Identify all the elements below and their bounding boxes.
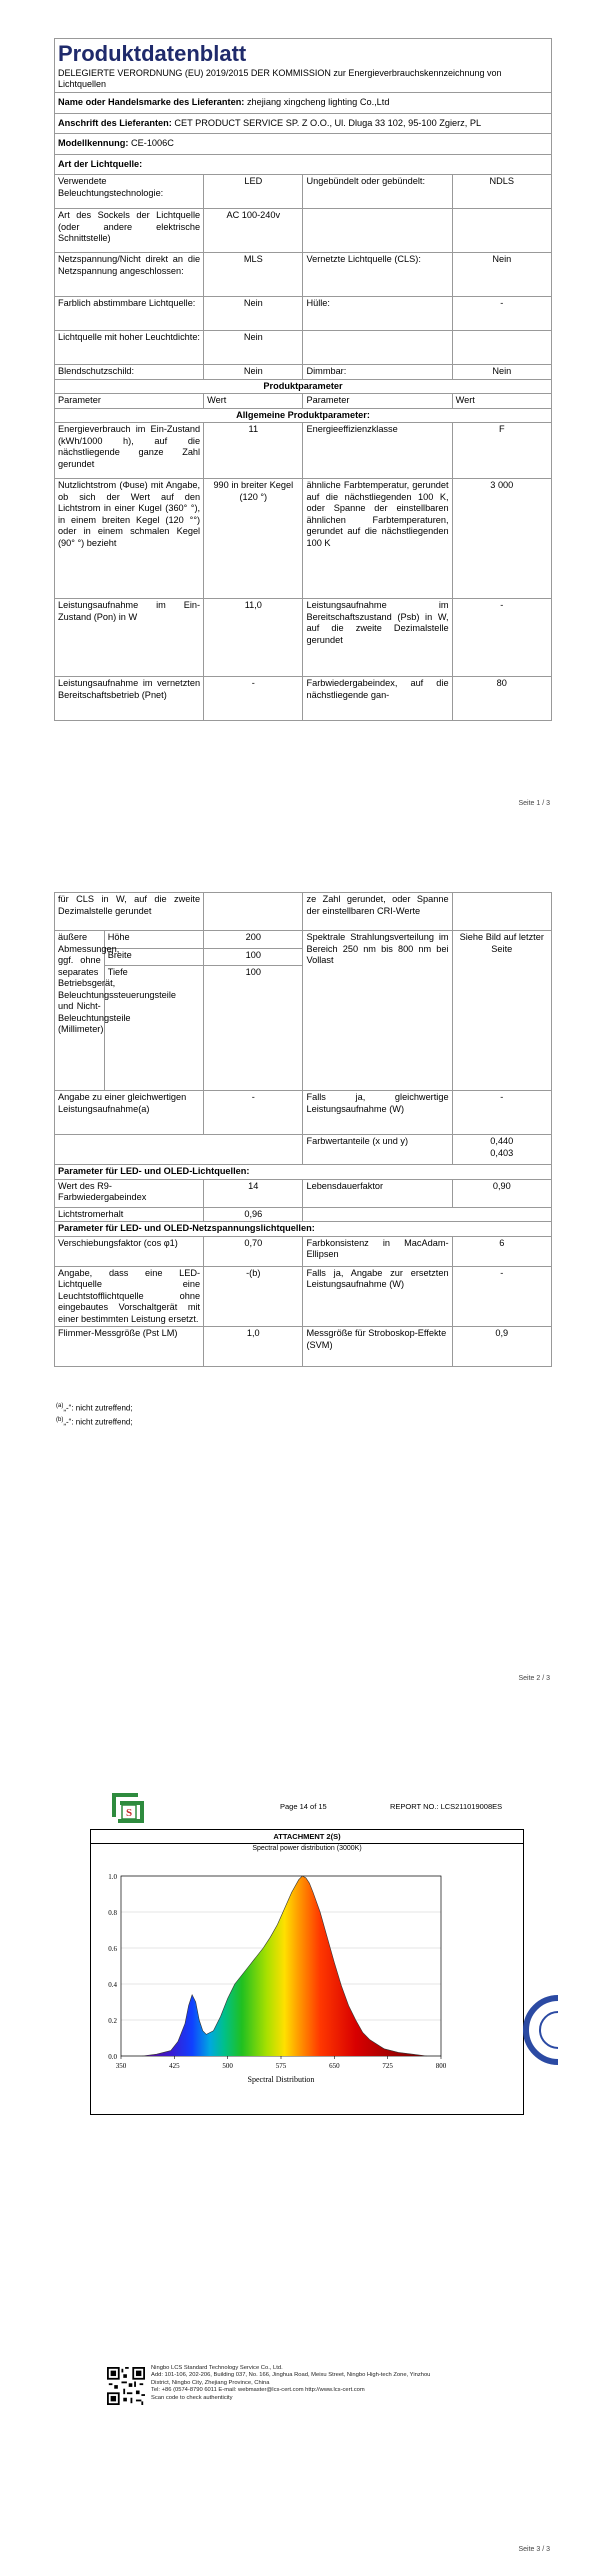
y-tick-label: 1.0 (108, 1873, 117, 1881)
dimension-value: 100 (204, 948, 303, 966)
led-parameters-heading: Parameter für LED- und OLED-Lichtquellen: (55, 1165, 552, 1180)
row-label: Blendschutzschild: (55, 365, 204, 380)
param-label: Leistungsaufnahme im Bereitschaftszustand (Psb) in W, auf die zweite Dezimalstelle gerundet (303, 599, 452, 677)
row-label: Verwendete Beleuchtungstechnologie: (55, 175, 204, 209)
table-row (55, 599, 552, 677)
macadam-value: 6 (452, 1236, 551, 1266)
table-row (55, 1266, 552, 1327)
lab-address-line: District, Ningbo City, Zhejiang Province, China (151, 2379, 270, 2386)
row-label: Art des Sockels der Lichtquelle (oder andere elektrische Schnittstelle) (55, 209, 204, 253)
table-row (55, 1135, 552, 1165)
table-row (55, 365, 552, 380)
param-label: Energieverbrauch im Ein-Zustand (kWh/1000 h), auf die nächstliegende ganze Zahl gerundet (55, 423, 204, 479)
equiv-label-2: Falls ja, gleichwertige Leistungsaufnahme (W) (303, 1091, 452, 1135)
lab-name: Ningbo LCS Standard Technology Service Co., Ltd. (151, 2365, 283, 2371)
page-number: Seite 1 / 3 (518, 800, 550, 807)
page-title: Produktdatenblatt (58, 41, 247, 66)
col-header-value: Wert (452, 394, 551, 409)
table-row (55, 677, 552, 721)
param-value: - (204, 677, 303, 721)
table-row (55, 1179, 552, 1207)
row-value: NDLS (452, 175, 551, 209)
row-value: Nein (204, 297, 303, 331)
dimension-value: 100 (204, 966, 303, 1091)
table-row (55, 297, 552, 331)
y-tick-label: 0.4 (108, 1981, 117, 1989)
model-label: Modellkennung: (58, 138, 129, 148)
row-value: Nein (204, 365, 303, 380)
equiv-value-2: - (452, 1091, 551, 1135)
row-value: Nein (452, 253, 551, 297)
dimension-value: 200 (204, 931, 303, 949)
page-number: Seite 2 / 3 (518, 1675, 550, 1682)
param-value: 11 (204, 423, 303, 479)
row-label: Vernetzte Lichtquelle (CLS): (303, 253, 452, 297)
flicker-label: Flimmer-Messgröße (Pst LM) (55, 1327, 204, 1367)
spectral-chart-box (90, 1829, 524, 2115)
replacement-label: Angabe, dass eine LED-Lichtquelle eine Leuchtstofflichtquelle ohne eingebautes Vorschaltgerät mit einer bestimmten Leistung ersetzt. (55, 1266, 204, 1327)
lifetime-value: 0,90 (452, 1179, 551, 1207)
param-label: Leistungsaufnahme im vernetzten Bereitschaftsbetrieb (Pnet) (55, 677, 204, 721)
displacement-factor-label: Verschiebungsfaktor (cos φ1) (55, 1236, 204, 1266)
table-row (55, 331, 552, 365)
x-tick-label: 500 (222, 2062, 233, 2070)
equiv-value: - (204, 1091, 303, 1135)
table-row (55, 175, 552, 209)
product-parameters-heading: Produktparameter (55, 379, 552, 394)
param-value: - (452, 599, 551, 677)
row-label (303, 331, 452, 365)
r9-value: 14 (204, 1179, 303, 1207)
param-value: F (452, 423, 551, 479)
general-parameters-heading: Allgemeine Produktparameter: (55, 408, 552, 423)
report-page-of: Page 14 of 15 (280, 1802, 327, 1811)
table-row (55, 253, 552, 297)
col-header-parameter: Parameter (55, 394, 204, 409)
y-tick-label: 0.8 (108, 1909, 117, 1917)
chromaticity-label: Farbwertanteile (x und y) (303, 1135, 452, 1165)
lab-address-line: Add: 101-106, 202-206, Building 037, No. 166, Jinghua Road, Meixu Street, Ningbo High-tech Zone, Yinzhou (151, 2372, 431, 2379)
table-row (55, 1236, 552, 1266)
x-tick-label: 650 (329, 2062, 340, 2070)
row-value: MLS (204, 253, 303, 297)
attachment-label: ATTACHMENT 2(S) (91, 1830, 523, 1844)
equiv-label: Angabe zu einer gleichwertigen Leistungsaufnahme(a) (55, 1091, 204, 1135)
row-label: Farblich abstimmbare Lichtquelle: (55, 297, 204, 331)
col-header-value: Wert (204, 394, 303, 409)
qr-code-icon[interactable] (107, 2367, 145, 2405)
param-label: Farbwiedergabeindex, auf die nächstliegende gan- (303, 677, 452, 721)
dimension-key: Breite (104, 948, 203, 966)
param-label: Nutzlichtstrom (Φuse) mit Angabe, ob sich der Wert auf den Lichtstrom in einer Kugel (360° °), in einem breiten Kegel (120 °°) oder in einem schmalen Kegel (90° °) bezieht (55, 479, 204, 599)
row-value: LED (204, 175, 303, 209)
lab-contact-line: Tel: +86 (0574-8790 6011 E-mail: webmaster@lcs-cert.com http://www.lcs-cert.com (151, 2387, 365, 2394)
x-tick-label: 725 (382, 2062, 393, 2070)
param-label: ähnliche Farbtemperatur, gerundet auf die nächstliegenden 100 K, oder Spanne der einstellbaren ähnlichen Farbtemperaturen, gerundet auf die nächstliegenden 100 K (303, 479, 452, 599)
dimensions-row (55, 931, 552, 949)
row-label: Netzspannung/Nicht direkt an die Netzspannung angeschlossen: (55, 253, 204, 297)
table-row (55, 479, 552, 599)
param-value: 11,0 (204, 599, 303, 677)
mains-led-parameters-heading: Parameter für LED- und OLED-Netzspannungslichtquellen: (55, 1222, 552, 1237)
lumen-maintenance-value: 0,96 (204, 1207, 303, 1222)
param-label: Leistungsaufnahme im Ein-Zustand (Pon) in W (55, 599, 204, 677)
spectral-label: Spektrale Strahlungsverteilung im Bereich 250 nm bis 800 nm bei Vollast (303, 931, 452, 1091)
y-tick-label: 0.0 (108, 2053, 117, 2061)
certification-stamp-icon (522, 1990, 558, 2070)
table-row (55, 1207, 552, 1222)
row-label: Lichtquelle mit hoher Leuchtdichte: (55, 331, 204, 365)
footnote-a: $^{(a)}$„-“: nicht zutreffend; (56, 1403, 133, 1413)
replacement-value-2: - (452, 1266, 551, 1327)
replacement-value: -(b) (204, 1266, 303, 1327)
dimension-key: Höhe (104, 931, 203, 949)
model-value: CE-1006C (131, 138, 174, 148)
stroboscopic-value: 0,9 (452, 1327, 551, 1367)
x-tick-label: 425 (169, 2062, 180, 2070)
spectral-value: Siehe Bild auf letzter Seite (452, 931, 551, 1091)
lifetime-label: Lebensdauerfaktor (303, 1179, 452, 1207)
dimension-key: Tiefe (104, 966, 203, 1091)
x-tick-label: 575 (275, 2062, 287, 2070)
row-value (452, 331, 551, 365)
page-2 (0, 880, 603, 1690)
x-tick-label: 800 (435, 2062, 447, 2070)
svg-text:S: S (125, 1807, 133, 1819)
y-tick-label: 0.2 (108, 2017, 117, 2025)
datasheet-table-1 (54, 38, 552, 721)
row-label (303, 209, 452, 253)
regulation-intro: DELEGIERTE VERORDNUNG (EU) 2019/2015 DER KOMMISSION zur Energieverbrauchskennzeichnung von Lichtquellen (58, 68, 502, 89)
chart-title: Spectral power distribution (3000K) (252, 1845, 362, 1852)
param-label-continued: ze Zahl gerundet, oder Spanne der einstellbaren CRI-Werte (303, 893, 452, 931)
table-row (55, 893, 552, 931)
report-footer (107, 2365, 499, 2409)
page-number: Seite 3 / 3 (518, 2546, 550, 2553)
column-header-row (55, 394, 552, 409)
dimensions-label: äußere Abmessungen, ggf. ohne separates Betriebsgerät, Beleuchtungssteuerungsteile und Nicht-Beleuchtungsteile (Millimeter) (55, 931, 105, 1091)
address-value: CET PRODUCT SERVICE SP. Z O.O., Ul. Dluga 33 102, 95-100 Zgierz, PL (174, 117, 482, 128)
lumen-maintenance-label: Lichtstromerhalt (55, 1207, 204, 1222)
macadam-label: Farbkonsistenz in MacAdam-Ellipsen (303, 1236, 452, 1266)
footnote-b: $^{(b)}$„-“: nicht zutreffend; (56, 1417, 133, 1427)
row-value (452, 209, 551, 253)
x-tick-label: 350 (115, 2062, 127, 2070)
param-label: Energieeffizienzklasse (303, 423, 452, 479)
table-row (55, 1091, 552, 1135)
table-row (55, 1327, 552, 1367)
row-value: - (452, 297, 551, 331)
r9-label: Wert des R9-Farbwiedergabeindex (55, 1179, 204, 1207)
spectral-power-chart (91, 1854, 523, 2116)
displacement-factor-value: 0,70 (204, 1236, 303, 1266)
table-row (55, 423, 552, 479)
chromaticity-value: 0,440 0,403 (452, 1135, 551, 1165)
supplier-value: zhejiang xingcheng lighting Co.,Ltd (246, 97, 390, 107)
lcs-logo-icon (108, 1787, 148, 1827)
row-value: Nein (452, 365, 551, 380)
address-label: Anschrift des Lieferanten: (58, 117, 172, 128)
param-value: 3 000 (452, 479, 551, 599)
param-value: 80 (452, 677, 551, 721)
light-type-heading: Art der Lichtquelle: (55, 154, 552, 175)
datasheet-table-2 (54, 892, 552, 1367)
scan-hint: Scan code to check authenticity (151, 2394, 233, 2401)
row-label: Hülle: (303, 297, 452, 331)
replacement-label-2: Falls ja, Angabe zur ersetzten Leistungsaufnahme (W) (303, 1266, 452, 1327)
page-1 (0, 0, 603, 810)
supplier-label: Name oder Handelsmarke des Lieferanten: (58, 97, 245, 107)
row-label: Ungebündelt oder gebündelt: (303, 175, 452, 209)
row-label: Dimmbar: (303, 365, 452, 380)
col-header-parameter: Parameter (303, 394, 452, 409)
spectrum-area (121, 1876, 441, 2056)
param-label-continued: für CLS in W, auf die zweite Dezimalstelle gerundet (55, 893, 204, 931)
row-value: AC 100-240v (204, 209, 303, 253)
x-axis-label: Spectral Distribution (247, 2075, 315, 2084)
stroboscopic-label: Messgröße für Stroboskop-Effekte (SVM) (303, 1327, 452, 1367)
lab-contact (151, 2365, 430, 2402)
param-value: 990 in breiter Kegel (120 °) (204, 479, 303, 599)
flicker-value: 1,0 (204, 1327, 303, 1367)
y-tick-label: 0.6 (108, 1945, 117, 1953)
row-value: Nein (204, 331, 303, 365)
table-row (55, 209, 552, 253)
report-number: REPORT NO.: LCS211019008ES (390, 1802, 503, 1811)
